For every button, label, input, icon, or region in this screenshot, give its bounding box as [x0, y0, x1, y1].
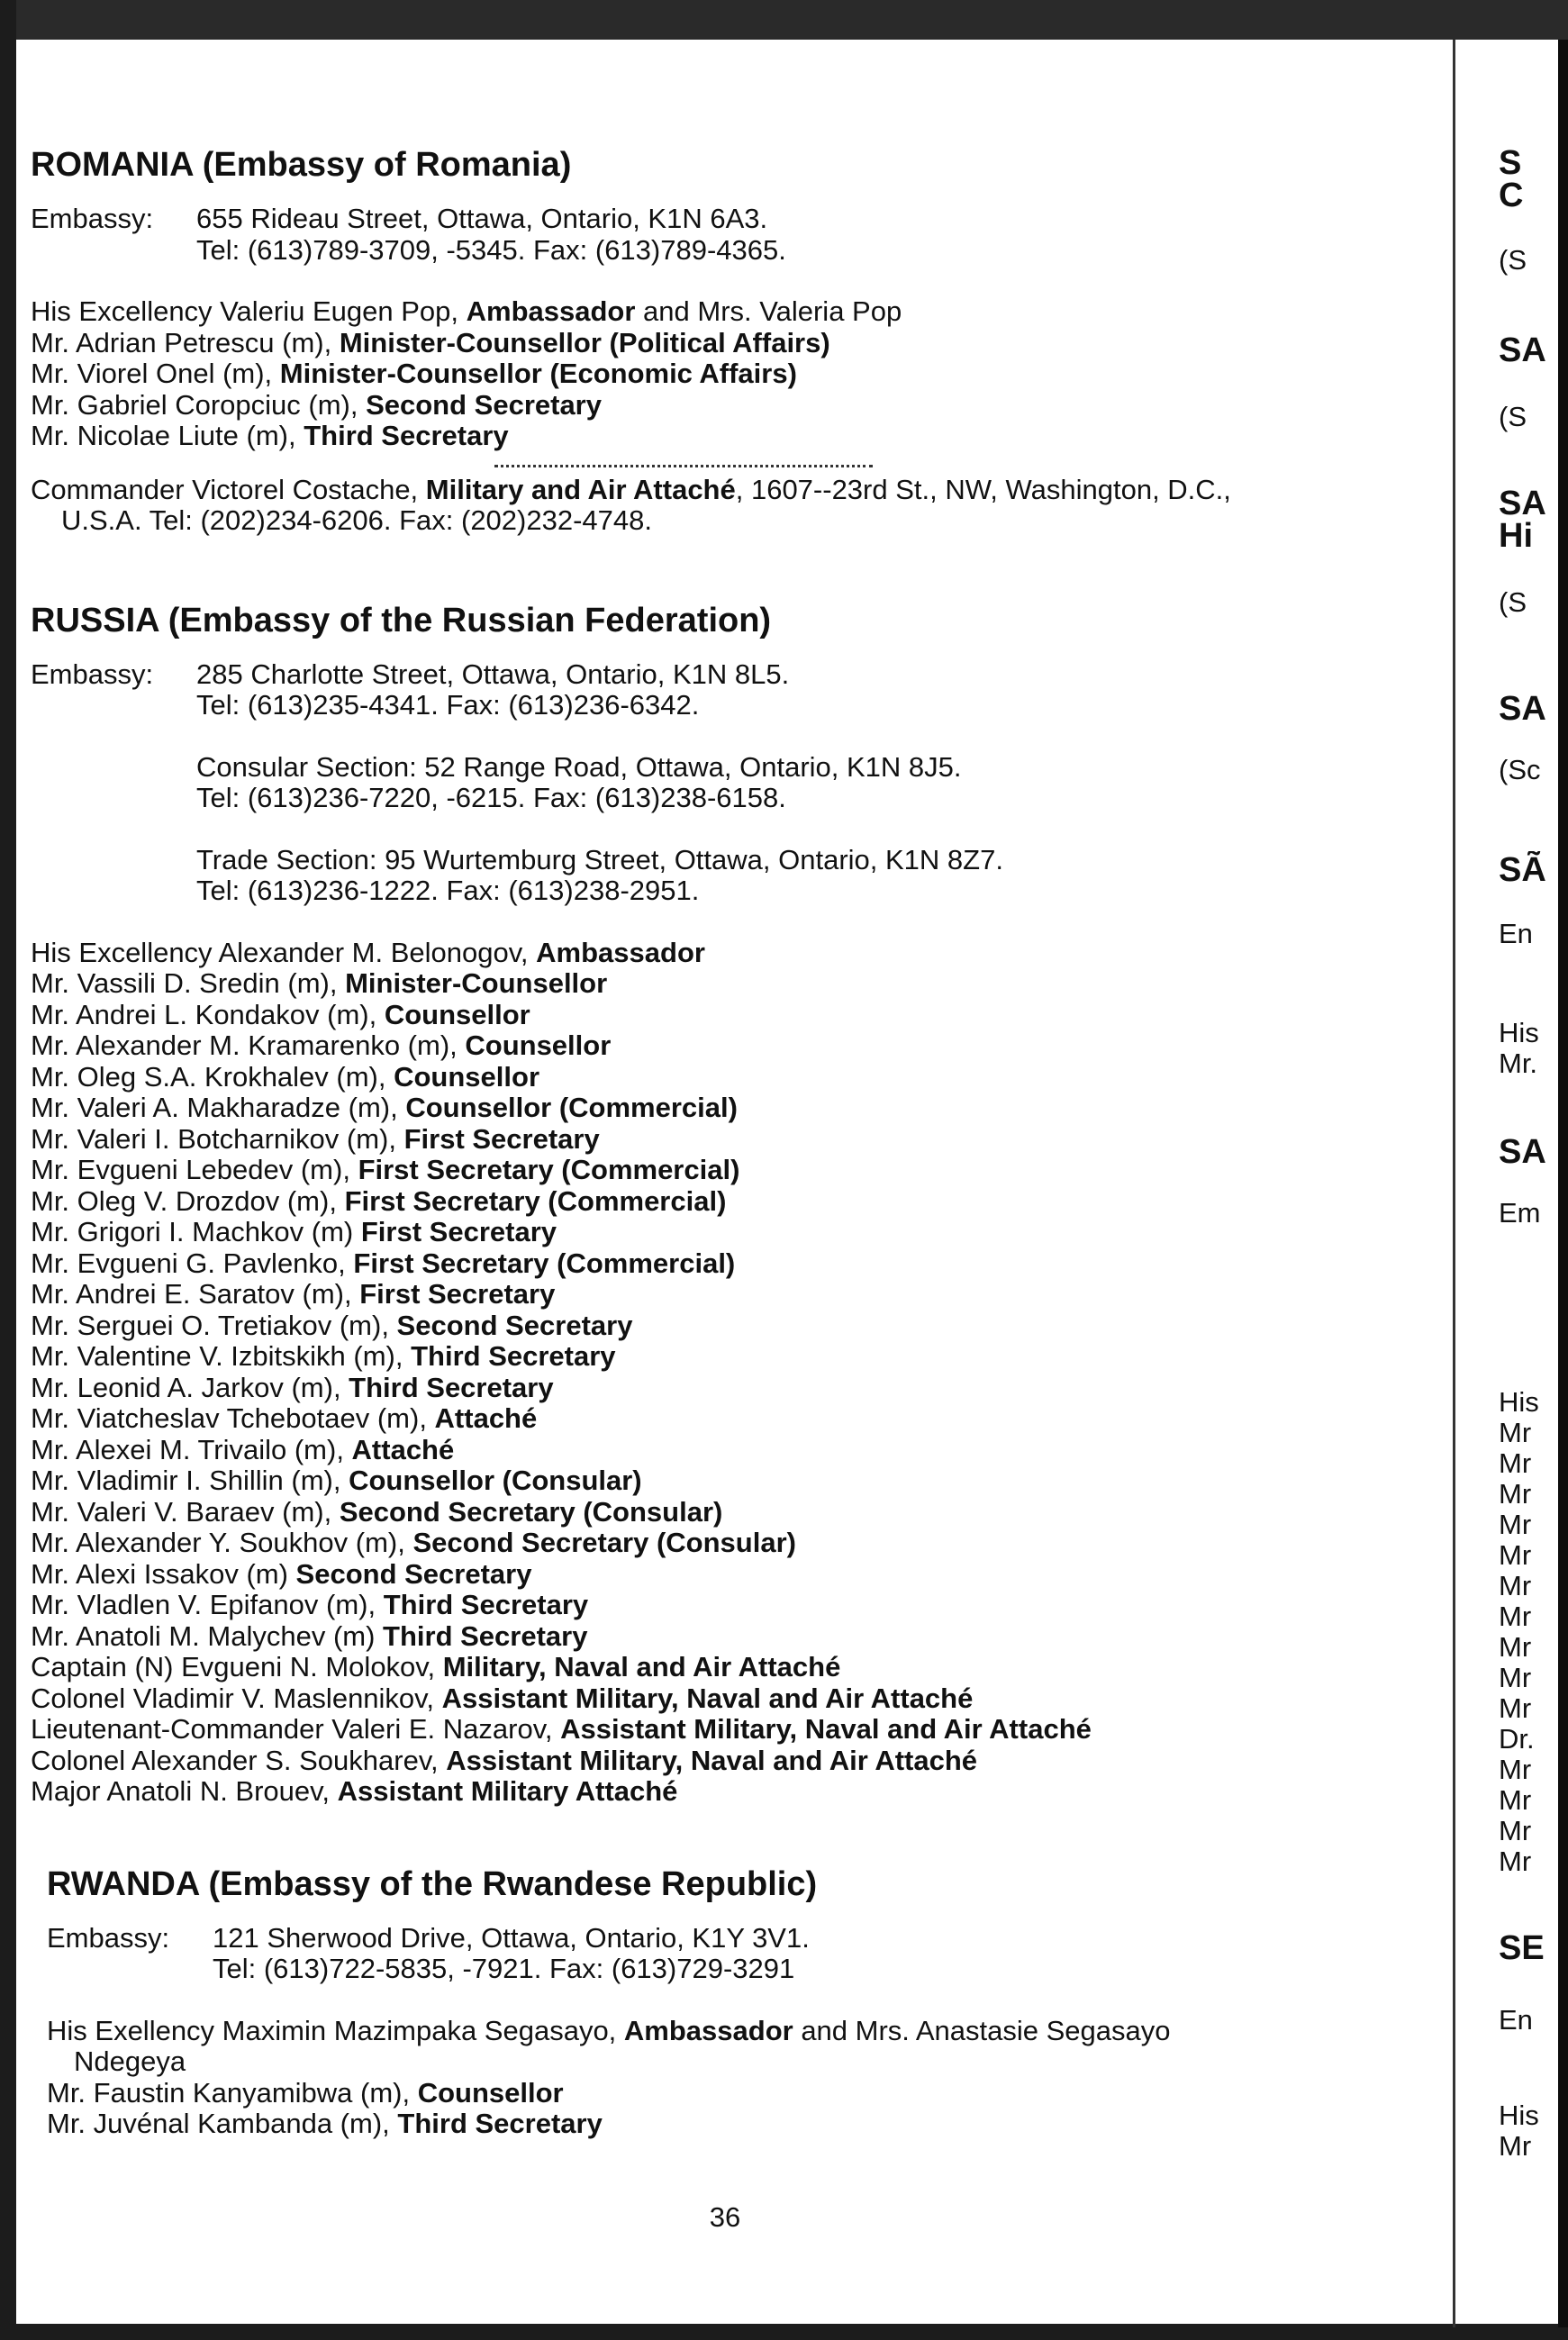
right-page-fragment-text: Mr: [1499, 1448, 1532, 1479]
staff-name: Major Anatoli N. Brouev,: [31, 1775, 338, 1807]
staff-name: Mr. Serguei O. Tretiakov (m),: [31, 1309, 397, 1341]
staff-entry: [31, 1279, 1436, 1311]
right-page-fragment-text: SE: [1499, 1929, 1545, 1967]
staff-suffix: and Mrs. Valeria Pop: [635, 295, 902, 327]
right-page-fragment-text: Mr: [1499, 1755, 1532, 1785]
staff-title: Ambassador: [536, 936, 705, 968]
right-page-fragment-text: C: [1499, 177, 1524, 214]
staff-entry: [31, 1403, 1436, 1435]
staff-title: Counsellor: [394, 1060, 540, 1093]
staff-entry: [31, 1497, 1436, 1528]
staff-name: Mr. Andrei L. Kondakov (m),: [31, 998, 385, 1030]
staff-title: Attaché: [434, 1402, 538, 1434]
right-page-fragment-text: SA: [1499, 485, 1546, 522]
right-page-fragment-text: His: [1499, 1387, 1539, 1418]
right-page-fragment-text: Mr: [1499, 2131, 1532, 2162]
right-page-fragment-text: Mr: [1499, 1510, 1532, 1540]
staff-entry: [31, 1528, 1436, 1559]
right-page-fragment-text: Em: [1499, 1198, 1541, 1229]
staff-name: Mr. Alexi Issakov (m): [31, 1557, 296, 1590]
staff-name: Mr. Grigori I. Machkov (m): [31, 1216, 361, 1247]
page-fold-divider: [1453, 40, 1455, 2327]
staff-name: Lieutenant-Commander Valeri E. Nazarov,: [31, 1713, 561, 1745]
staff-name: Mr. Alexei M. Trivailo (m),: [31, 1433, 352, 1465]
right-page-fragment-text: Mr.: [1499, 1048, 1538, 1079]
staff-name: Mr. Faustin Kanyamibwa (m),: [47, 2076, 418, 2109]
rwanda-heading: RWANDA (Embassy of the Rwandese Republic): [47, 1864, 818, 1903]
staff-title: Counsellor: [384, 998, 530, 1030]
staff-title: Counsellor (Commercial): [405, 1092, 738, 1123]
russia-trade-address: Trade Section: 95 Wurtemburg Street, Ottawa, Ontario, K1N 8Z7.: [196, 843, 1003, 875]
staff-name: Mr. Evgueni G. Pavlenko,: [31, 1247, 354, 1279]
staff-name: Mr. Viatcheslav Tchebotaev (m),: [31, 1402, 435, 1434]
staff-title: Third Secretary: [383, 1619, 588, 1652]
scan-right-border: [1558, 40, 1568, 2327]
staff-title: Assistant Military, Naval and Air Attaché: [560, 1713, 1092, 1745]
staff-title: Second Secretary (Consular): [412, 1527, 796, 1558]
russia-staff-list: [31, 938, 1436, 1808]
staff-title: Counsellor: [465, 1029, 612, 1061]
romania-attache: Commander Victorel Costache, Military and Air Attaché, 1607--23rd St., NW, Washington, D.C.,: [31, 473, 1231, 505]
right-page-fragment-text: Mr: [1499, 1663, 1532, 1693]
russia-tel: Tel: (613)235-4341. Fax: (613)236-6342.: [196, 689, 700, 721]
staff-title: Second Secretary: [366, 388, 602, 421]
staff-name: His Excellency Valeriu Eugen Pop,: [31, 295, 467, 327]
rwanda-embassy: [47, 1923, 1436, 1985]
staff-name: Mr. Oleg S.A. Krokhalev (m),: [31, 1060, 394, 1093]
staff-entry: [31, 1030, 1436, 1062]
staff-entry: [31, 1714, 1436, 1746]
staff-title: Attaché: [351, 1433, 455, 1465]
staff-entry: [31, 421, 1436, 452]
staff-name: Mr. Viorel Onel (m),: [31, 358, 280, 389]
staff-title: Third Secretary: [383, 1589, 589, 1620]
scan-bottom-border: [0, 2324, 1568, 2340]
staff-title: First Secretary (Commercial): [358, 1154, 740, 1185]
right-page-fragment-text: Mr: [1499, 1540, 1532, 1571]
staff-title: Assistant Military, Naval and Air Attaché: [446, 1744, 978, 1776]
staff-name: Captain (N) Evgueni N. Molokov,: [31, 1651, 443, 1682]
staff-title: Counsellor: [417, 2076, 564, 2109]
right-page-fragment-text: Mr: [1499, 1632, 1532, 1663]
staff-entry: [31, 1373, 1436, 1404]
right-page-fragment-text: S: [1499, 144, 1522, 182]
right-page-fragment-text: His: [1499, 2100, 1539, 2131]
embassy-label: Embassy:: [31, 203, 154, 234]
staff-entry: [31, 1435, 1436, 1466]
rwanda-staff-list: [47, 2078, 1436, 2140]
staff-entry: [31, 1776, 1436, 1808]
staff-name: Mr. Valeri V. Baraev (m),: [31, 1495, 340, 1528]
staff-name: Mr. Alexander Y. Soukhov (m),: [31, 1527, 413, 1558]
right-page-fragment-text: En: [1499, 2005, 1533, 2036]
russia-embassy: [31, 659, 1436, 907]
staff-entry: [31, 1217, 1436, 1248]
scan-top-border: [0, 0, 1568, 40]
staff-name: Colonel Vladimir V. Maslennikov,: [31, 1682, 442, 1714]
rwanda-ambassador-line2: Ndegeya: [74, 2045, 186, 2077]
staff-name: Mr. Evgueni Lebedev (m),: [31, 1154, 358, 1185]
right-page-fragment-text: SA: [1499, 1133, 1546, 1171]
staff-name: Mr. Vassili D. Sredin (m),: [31, 967, 346, 999]
rwanda-section: [31, 1864, 1436, 2140]
embassy-label: Embassy:: [31, 658, 154, 690]
staff-entry: [31, 1000, 1436, 1031]
right-page-fragment-text: SÃ: [1499, 851, 1546, 889]
staff-name: Mr. Vladlen V. Epifanov (m),: [31, 1589, 384, 1620]
staff-title: Assistant Military Attaché: [337, 1775, 678, 1807]
staff-name: Mr. Valentine V. Izbitskikh (m),: [31, 1340, 412, 1372]
romania-tel: Tel: (613)789-3709, -5345. Fax: (613)789-4365.: [196, 233, 786, 266]
romania-heading: ROMANIA (Embassy of Romania): [31, 146, 572, 184]
right-page-fragment-text: (S: [1499, 587, 1527, 618]
staff-entry: [31, 390, 1436, 422]
staff-name: Mr. Valeri I. Botcharnikov (m),: [31, 1122, 404, 1155]
staff-name: Mr. Oleg V. Drozdov (m),: [31, 1184, 345, 1217]
romania-section: [31, 144, 1436, 537]
staff-title: First Secretary: [403, 1122, 600, 1155]
staff-entry: [31, 1590, 1436, 1621]
russia-consular-address: Consular Section: 52 Range Road, Ottawa, Ontario, K1N 8J5.: [196, 750, 962, 783]
staff-entry: [31, 1621, 1436, 1653]
staff-entry: [47, 2109, 1436, 2140]
staff-name: Mr. Vladimir I. Shillin (m),: [31, 1465, 349, 1496]
russia-consular-tel: Tel: (613)236-7220, -6215. Fax: (613)238-6158.: [196, 782, 786, 813]
staff-title: First Secretary (Commercial): [353, 1247, 736, 1279]
right-page-fragment-text: SA: [1499, 690, 1546, 728]
dotted-separator: [494, 456, 873, 467]
right-page-fragment-text: Mr: [1499, 1571, 1532, 1601]
staff-title: Minister-Counsellor (Economic Affairs): [279, 358, 797, 389]
staff-title: Minister-Counsellor (Political Affairs): [339, 326, 830, 358]
staff-title: Third Secretary: [304, 420, 509, 451]
staff-entry: [31, 1155, 1436, 1186]
right-page-fragment-text: Mr: [1499, 1479, 1532, 1510]
staff-entry: [31, 938, 1436, 969]
staff-name: Mr. Adrian Petrescu (m),: [31, 326, 340, 358]
right-page-fragment-text: Mr: [1499, 1418, 1532, 1448]
russia-trade-tel: Tel: (613)236-1222. Fax: (613)238-2951.: [196, 875, 700, 906]
romania-attache-line2: U.S.A. Tel: (202)234-6206. Fax: (202)232-4748.: [61, 504, 652, 536]
staff-entry: [31, 1341, 1436, 1373]
rwanda-address: 121 Sherwood Drive, Ottawa, Ontario, K1Y 3V1.: [213, 1921, 810, 1954]
staff-name: Mr. Juvénal Kambanda (m),: [47, 2108, 398, 2139]
staff-title: First Secretary: [359, 1278, 556, 1310]
right-page-fragment-text: Mr: [1499, 1785, 1532, 1816]
romania-staff-list: [31, 296, 1436, 452]
staff-title: Minister-Counsellor: [345, 967, 608, 999]
staff-title: First Secretary: [360, 1216, 557, 1247]
russia-section: [31, 600, 1436, 1808]
staff-entry: [31, 1062, 1436, 1093]
staff-title: Assistant Military, Naval and Air Attaché: [441, 1682, 974, 1714]
staff-entry: [31, 1746, 1436, 1777]
right-page-fragment-text: Mr: [1499, 1846, 1532, 1877]
staff-entry: [31, 1559, 1436, 1591]
staff-title: Counsellor (Consular): [349, 1465, 642, 1496]
right-page-fragment-text: Dr.: [1499, 1724, 1535, 1755]
staff-title: Second Secretary: [396, 1309, 633, 1341]
right-page-fragment-text: Mr: [1499, 1693, 1532, 1724]
right-page-fragment-text: En: [1499, 919, 1533, 949]
romania-embassy: [31, 204, 1436, 266]
staff-title: Second Secretary (Consular): [339, 1495, 723, 1528]
staff-title: Third Secretary: [349, 1371, 554, 1403]
staff-entry: [31, 1683, 1436, 1715]
embassy-label: Embassy:: [47, 1921, 170, 1954]
staff-entry: [31, 296, 1436, 328]
staff-name: His Excellency Alexander M. Belonogov,: [31, 936, 537, 968]
romania-address: 655 Rideau Street, Ottawa, Ontario, K1N 6A3.: [196, 203, 768, 234]
right-page-fragment-text: Mr: [1499, 1816, 1532, 1846]
right-page-fragment-text: (Sc: [1499, 755, 1541, 785]
staff-entry: [31, 1311, 1436, 1342]
staff-name: Mr. Leonid A. Jarkov (m),: [31, 1371, 349, 1403]
right-page-fragment-text: (S: [1499, 402, 1527, 432]
staff-entry: [31, 1652, 1436, 1683]
staff-title: Third Secretary: [411, 1340, 616, 1372]
staff-name: Mr. Gabriel Coropciuc (m),: [31, 388, 367, 421]
right-page-fragment-text: His: [1499, 1018, 1539, 1048]
scan-left-border: [0, 0, 16, 2340]
staff-entry: [31, 1248, 1436, 1280]
staff-title: Second Secretary: [295, 1557, 532, 1590]
staff-entry: [31, 968, 1436, 1000]
staff-name: Mr. Anatoli M. Malychev (m): [31, 1619, 384, 1652]
staff-entry: [31, 358, 1436, 390]
left-page: [31, 144, 1436, 2140]
right-page-fragment-text: SA: [1499, 331, 1546, 369]
right-page-fragment-text: Hi: [1499, 517, 1533, 555]
right-page-fragment-text: Mr: [1499, 1601, 1532, 1632]
staff-name: Mr. Valeri A. Makharadze (m),: [31, 1092, 406, 1123]
right-page-fragment-text: (S: [1499, 245, 1527, 276]
staff-name: Colonel Alexander S. Soukharev,: [31, 1744, 447, 1776]
staff-name: Mr. Andrei E. Saratov (m),: [31, 1278, 360, 1310]
staff-entry: [31, 1186, 1436, 1218]
staff-title: Ambassador: [466, 295, 636, 327]
rwanda-tel: Tel: (613)722-5835, -7921. Fax: (613)729-3291: [213, 1953, 795, 1984]
staff-name: Mr. Alexander M. Kramarenko (m),: [31, 1029, 466, 1061]
staff-entry: [31, 1093, 1436, 1124]
staff-name: Mr. Nicolae Liute (m),: [31, 420, 304, 451]
staff-entry: [31, 1124, 1436, 1156]
rwanda-ambassador: His Exellency Maximin Mazimpaka Segasayo, Ambassador and Mrs. Anastasie Segasayo: [47, 2014, 1171, 2046]
russia-address: 285 Charlotte Street, Ottawa, Ontario, K1N 8L5.: [196, 658, 790, 690]
staff-entry: [47, 2078, 1436, 2109]
staff-entry: [31, 328, 1436, 359]
staff-title: Third Secretary: [397, 2108, 603, 2139]
staff-entry: [31, 1465, 1436, 1497]
page-number: 36: [709, 2201, 741, 2233]
russia-heading: RUSSIA (Embassy of the Russian Federation): [31, 601, 772, 639]
staff-title: First Secretary (Commercial): [344, 1184, 727, 1217]
staff-title: Military, Naval and Air Attaché: [442, 1651, 841, 1682]
